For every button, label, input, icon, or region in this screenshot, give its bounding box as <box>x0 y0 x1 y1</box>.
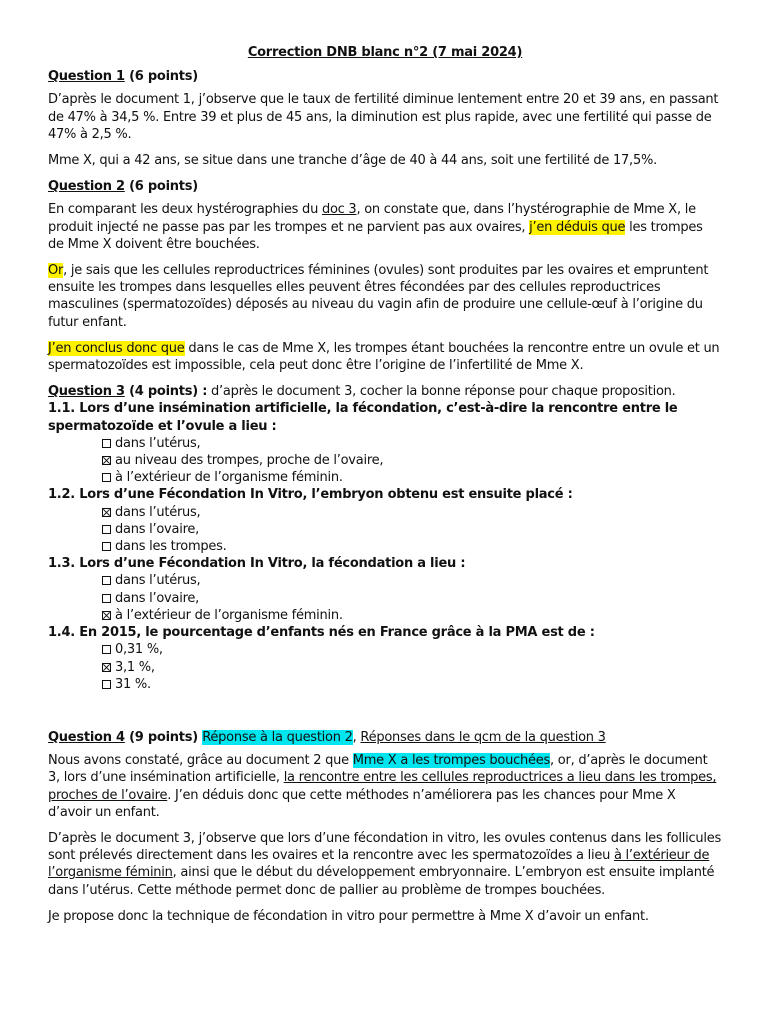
question-1-label: Question 1 <box>48 69 125 85</box>
qcm-option <box>48 641 722 658</box>
qcm-question-1-2: 1.2. Lors d’une Fécondation In Vitro, l’embryon obtenu est ensuite placé : <box>48 487 573 503</box>
option-label: à l’extérieur de l’organisme féminin. <box>115 607 343 623</box>
separator: , <box>352 729 361 745</box>
checked-checkbox-icon[interactable] <box>102 508 111 517</box>
question-1-heading <box>48 68 722 85</box>
highlight-reference-q2: Réponse à la question 2 <box>202 729 353 745</box>
question-2-paragraph-1 <box>48 201 722 253</box>
empty-checkbox-icon[interactable] <box>102 594 111 603</box>
qcm-option <box>48 607 722 624</box>
text-run: En comparant les deux hystérographies du <box>48 202 322 218</box>
question-3-points: (4 points) : <box>124 384 208 400</box>
qcm-option <box>48 469 722 486</box>
underlined-text: la rencontre entre les cellules reproductrices a lieu dans les trompes, proches de l’ovaire <box>48 770 717 803</box>
question-2-heading <box>48 178 722 195</box>
qcm-option <box>48 452 722 469</box>
question-4-paragraph-3: Je propose donc la technique de fécondation in vitro pour permettre à Mme X d’avoir un enfant. <box>48 908 649 924</box>
reference-q3: Réponses dans le qcm de la question 3 <box>360 729 606 745</box>
highlight-conclusion: J’en conclus donc que <box>48 340 185 356</box>
doc-reference: doc 3 <box>321 202 357 218</box>
text-run: . J’en déduis donc que cette méthodes n’améliorera pas les chances pour Mme X d’avoir un enfant. <box>48 787 676 820</box>
option-label: 3,1 %, <box>115 659 155 675</box>
empty-checkbox-icon[interactable] <box>102 576 111 585</box>
highlight-deduction: j’en déduis que <box>529 219 626 235</box>
question-4-paragraph-1 <box>48 752 722 821</box>
checked-checkbox-icon[interactable] <box>102 456 111 465</box>
question-2-label: Question 2 <box>48 179 125 195</box>
question-1-points: (6 points) <box>124 69 198 85</box>
question-4-paragraph-2 <box>48 830 722 899</box>
option-label: dans l’utérus, <box>115 573 201 589</box>
qcm-question-1-3: 1.3. Lors d’une Fécondation In Vitro, la fécondation a lieu : <box>48 556 466 572</box>
text-run: Nous avons constaté, grâce au document 2 que <box>48 753 353 769</box>
question-3-intro: d’après le document 3, cocher la bonne réponse pour chaque proposition. <box>207 384 676 400</box>
question-3-heading <box>48 383 722 400</box>
empty-checkbox-icon[interactable] <box>102 439 111 448</box>
option-label: dans l’utérus, <box>115 435 201 451</box>
empty-checkbox-icon[interactable] <box>102 542 111 551</box>
qcm-option <box>48 504 722 521</box>
qcm-option <box>48 435 722 452</box>
question-2-paragraph-3 <box>48 340 722 374</box>
option-label: 31 %. <box>115 676 151 692</box>
empty-checkbox-icon[interactable] <box>102 473 111 482</box>
question-1-paragraph-1: D’après le document 1, j’observe que le taux de fertilité diminue lentement entre 20 et 39 ans, en passant de 47% à 34,5 %. Entre 39 et plus de 45 ans, la diminution est plus rapide, avec une fertilité qui passe de 47% à 2,5 %. <box>48 92 719 142</box>
question-3-label: Question 3 <box>48 384 125 400</box>
highlight-blocked-tubes: Mme X a les trompes bouchées <box>352 753 550 769</box>
option-label: 0,31 %, <box>115 642 163 658</box>
qcm-question-1-4: 1.4. En 2015, le pourcentage d’enfants nés en France grâce à la PMA est de : <box>48 625 595 641</box>
question-4-heading <box>48 729 722 746</box>
text-run: D’après le document 3, j’observe que lors d’une fécondation in vitro, les ovules contenus dans les follicules sont prélevés directement dans les ovaires et la rencontre avec les spermatozoïdes a lieu <box>48 830 721 864</box>
highlight-or: Or <box>48 263 64 279</box>
empty-checkbox-icon[interactable] <box>102 525 111 534</box>
question-4-points: (9 points) <box>124 729 198 745</box>
option-label: à l’extérieur de l’organisme féminin. <box>115 470 343 486</box>
qcm-option <box>48 590 722 607</box>
question-1-paragraph-2: Mme X, qui a 42 ans, se situe dans une tranche d’âge de 40 à 44 ans, soit une fertilité de 17,5%. <box>48 153 657 169</box>
qcm-option <box>48 538 722 555</box>
empty-checkbox-icon[interactable] <box>102 645 111 654</box>
option-label: dans l’ovaire, <box>115 521 200 537</box>
question-2-points: (6 points) <box>124 179 198 195</box>
empty-checkbox-icon[interactable] <box>102 680 111 689</box>
text-run: , ainsi que le début du développement embryonnaire. L’embryon est ensuite implanté dans l’utérus. Cette méthode permet donc de pallier au problème de trompes bouchées. <box>48 865 715 898</box>
qcm-option <box>48 521 722 538</box>
qcm-question-1-1: 1.1. Lors d’une insémination artificielle, la fécondation, c’est-à-dire la rencontre entre le spermatozoïde et l’ovule a lieu : <box>48 401 678 434</box>
qcm-option <box>48 676 722 693</box>
option-label: dans l’utérus, <box>115 504 201 520</box>
text-run: , on constate que, dans l’hystérographie de Mme X, le produit injecté ne passe pas par les trompes et ne parvient pas aux ovaires, <box>48 202 696 235</box>
qcm-option <box>48 572 722 589</box>
text-run: , or, d’après le document 3, lors d’une insémination artificielle, <box>48 753 708 786</box>
qcm-option <box>48 659 722 676</box>
text-run: les trompes de Mme X doivent être bouchées. <box>48 219 703 252</box>
option-label: au niveau des trompes, proche de l’ovaire, <box>115 453 384 469</box>
page-title: Correction DNB blanc n°2 (7 mai 2024) <box>247 45 523 60</box>
underlined-text: à l’extérieur de l’organisme féminin <box>48 848 710 881</box>
text-run: , je sais que les cellules reproductrices féminines (ovules) sont produites par les ovaires et empruntent ensuite les trompes dans lesquelles elles peuvent êtres fécondées par des cellules reproductrices masculines (spermatozoïdes) déposés au niveau du vagin afin de produire une cellule-œuf à l’origine du futur enfant. <box>48 263 709 330</box>
option-label: dans les trompes. <box>115 539 227 555</box>
text-run: dans le cas de Mme X, les trompes étant bouchées la rencontre entre un ovule et un spermatozoïdes est impossible, cela peut donc être l’origine de l’infertilité de Mme X. <box>48 340 720 374</box>
question-4-label: Question 4 <box>48 729 125 745</box>
vertical-spacer <box>48 693 722 729</box>
question-2-paragraph-2 <box>48 262 722 331</box>
checked-checkbox-icon[interactable] <box>102 611 111 620</box>
checked-checkbox-icon[interactable] <box>102 663 111 672</box>
option-label: dans l’ovaire, <box>115 590 200 606</box>
